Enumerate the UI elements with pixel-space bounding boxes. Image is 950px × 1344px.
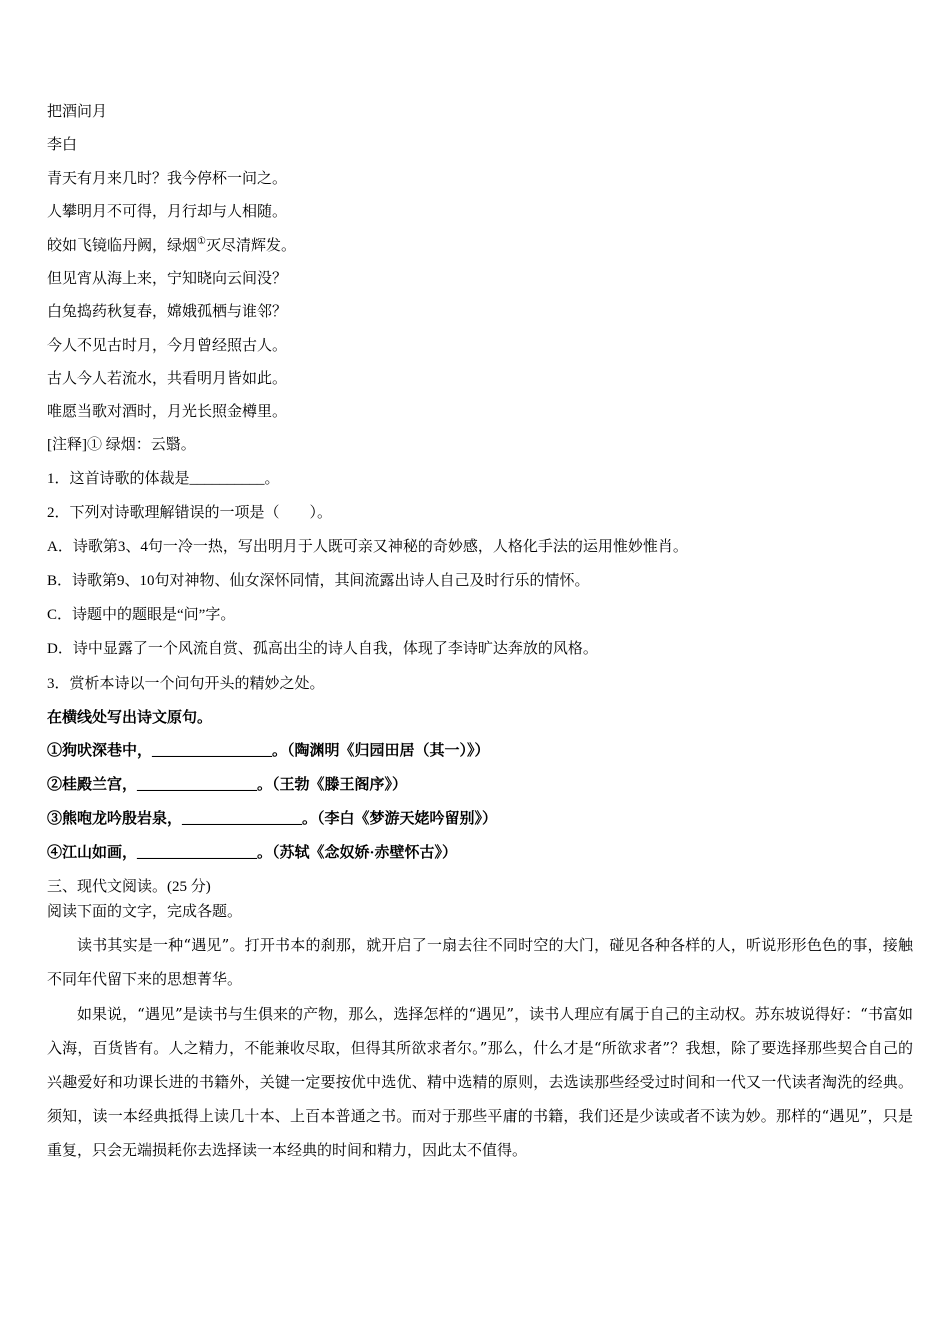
poem-line: 古人今人若流水，共看明月皆如此。 (47, 369, 288, 387)
poem-line: 人攀明月不可得，月行却与人相随。 (47, 202, 288, 220)
poem-line (47, 235, 296, 255)
poem-note: [注释]① 绿烟：云翳。 (47, 437, 196, 453)
fill-in-heading: 在横线处写出诗文原句。 (47, 710, 213, 726)
reading-paragraph: 读书其实是一种“遇见”。打开书本的刹那，就开启了一扇去往不同时空的大门，碰见各种各样的人，听说形形色色的事，接触不同年代留下来的思想菁华。 (47, 936, 913, 988)
question-3: 3．赏析本诗以一个问句开头的精妙之处。 (47, 676, 325, 692)
fill-in-item: ②桂殿兰宫，________________。（王勃《滕王阁序》） (47, 777, 408, 793)
poem-line-part: 皎如飞镜临丹阙，绿烟 (47, 236, 198, 254)
poem-line: 唯愿当歌对酒时，月光长照金樽里。 (47, 402, 288, 420)
option-b: B．诗歌第9、10句对神物、仙女深怀同情，其间流露出诗人自己及时行乐的情怀。 (47, 573, 590, 589)
option-a: A．诗歌第3、4句一冷一热，写出明月于人既可亲又神秘的奇妙感，人格化手法的运用惟妙惟肖。 (47, 539, 688, 555)
fill-in-item: ④江山如画，________________。（苏轼《念奴娇·赤壁怀古》） (47, 845, 458, 861)
reading-paragraph: 如果说，“遇见”是读书与生俱来的产物，那么，选择怎样的“遇见”，读书人理应有属于自己的主动权。苏东坡说得好：“书富如入海，百货皆有。人之精力，不能兼收尽取，但得其所欲求者尔。”那么，什么才是“所欲求者”？我想，除了要选择那些契合自己的兴趣爱好和功课长进的书籍外，关键一定要按优中选优、精中选精的原则，去选读那些经受过时间和一代又一代读者淘洗的经典。须知，读一本经典抵得上读几十本、上百本普通之书。而对于那些平庸的书籍，我们还是少读或者不读为妙。那样的“遇见”，只是重复，只会无端损耗你去选择读一本经典的时间和精力，因此太不值得。 (47, 1005, 913, 1159)
footnote-marker: ① (197, 236, 206, 247)
option-c: C．诗题中的题眼是“问”字。 (47, 607, 236, 623)
question-2: 2．下列对诗歌理解错误的一项是（ ）。 (47, 505, 333, 521)
section-heading: 三、现代文阅读。(25 分) (47, 879, 211, 895)
poem-line-part: 灭尽清辉发。 (205, 236, 296, 254)
section-instruction: 阅读下面的文字，完成各题。 (47, 904, 243, 920)
option-d: D．诗中显露了一个风流自赏、孤高出尘的诗人自我，体现了李诗旷达奔放的风格。 (47, 641, 598, 657)
poem-line: 但见宵从海上来，宁知晓向云间没？ (47, 269, 288, 287)
fill-in-item: ③熊咆龙吟殷岩泉，________________。（李白《梦游天姥吟留别》） (47, 811, 498, 827)
poem-line: 青天有月来几时？我今停杯一问之。 (47, 169, 288, 187)
fill-in-item: ①狗吠深巷中，________________。（陶渊明《归园田居（其一）》） (47, 743, 490, 759)
poem-author: 李白 (47, 135, 78, 153)
poem-title: 把酒问月 (47, 102, 108, 120)
poem-line: 今人不见古时月，今月曾经照古人。 (47, 336, 288, 354)
poem-line: 白兔捣药秋复春，嫦娥孤栖与谁邻？ (47, 302, 288, 320)
question-1: 1．这首诗歌的体裁是__________。 (47, 471, 280, 487)
